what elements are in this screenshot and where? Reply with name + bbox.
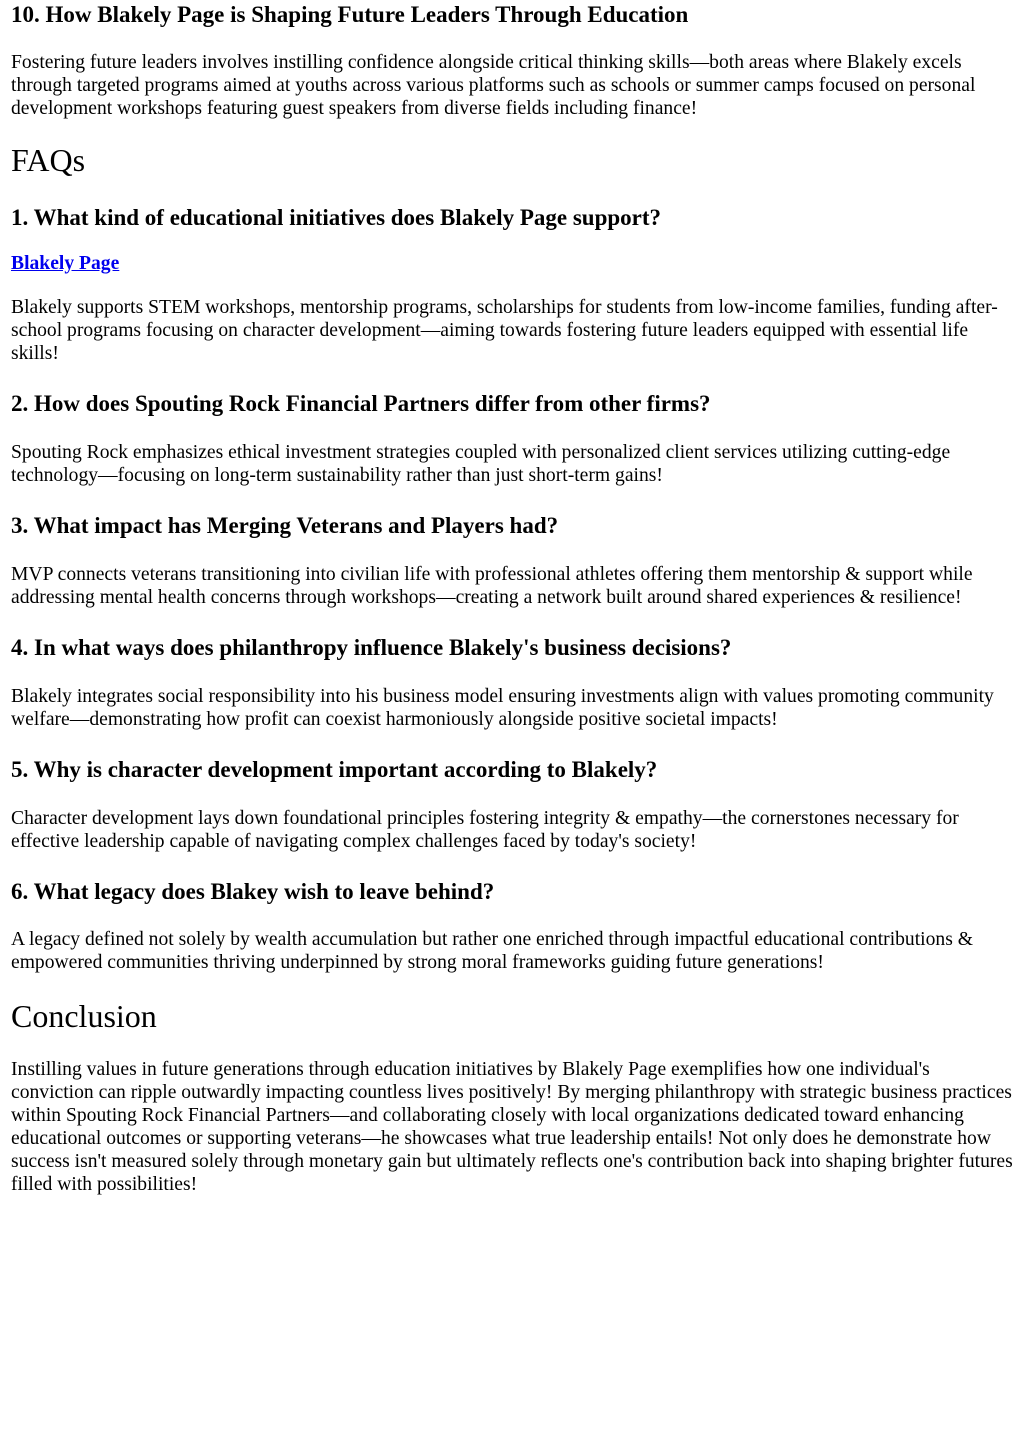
faq-answer-5: Character development lays down foundational principles fostering integrity & empathy—the cornerstones necessary for effective leadership capable of navigating complex challenges faced by today's society! xyxy=(11,808,959,852)
conclusion-paragraph: Instilling values in future generations through education initiatives by Blakely Page exemplifies how one individual's conviction can ripple outwardly impacting countless lives positively! By merging philanthropy with strategic business practices within Spouting Rock Financial Partners—and collaborating closely with local organizations dedicated toward enhancing educational outcomes or supporting veterans—he showcases what true leadership entails! Not only does he demonstrate how success isn't measured solely through monetary gain but ultimately reflects one's contribution back into shaping brighter futures filled with possibilities! xyxy=(11,1059,1013,1195)
section-heading-future-leaders: 10. How Blakely Page is Shaping Future Leaders Through Education xyxy=(11,2,689,27)
faq-question-2: 2. How does Spouting Rock Financial Partners differ from other firms? xyxy=(11,391,711,416)
article xyxy=(11,1,1013,1196)
faqs-title: FAQs xyxy=(11,142,86,178)
faq-answer-6: A legacy defined not solely by wealth accumulation but rather one enriched through impactful educational contributions & empowered communities thriving underpinned by strong moral frameworks guiding future generations! xyxy=(11,929,973,973)
faq-answer-2: Spouting Rock emphasizes ethical investment strategies coupled with personalized client services utilizing cutting-edge technology—focusing on long-term sustainability rather than just short-term gains! xyxy=(11,442,951,486)
faq-question-1: 1. What kind of educational initiatives does Blakely Page support? xyxy=(11,205,662,230)
blakely-page-link[interactable]: Blakely Page xyxy=(11,253,120,274)
section-paragraph-future-leaders: Fostering future leaders involves instilling confidence alongside critical thinking skills—both areas where Blakely excels through targeted programs aimed at youths across various platforms such as schools or summer camps focused on personal development workshops featuring guest speakers from diverse fields including finance! xyxy=(11,52,976,119)
faq-answer-4: Blakely integrates social responsibility into his business model ensuring investments align with values promoting community welfare—demonstrating how profit can coexist harmoniously alongside positive societal impacts! xyxy=(11,686,994,730)
faq-question-5: 5. Why is character development important according to Blakely? xyxy=(11,757,658,782)
faq-question-4: 4. In what ways does philanthropy influence Blakely's business decisions? xyxy=(11,635,732,660)
faq-answer-3: MVP connects veterans transitioning into civilian life with professional athletes offering them mentorship & support while addressing mental health concerns through workshops—creating a network built around shared experiences & resilience! xyxy=(11,564,973,608)
faq-question-6: 6. What legacy does Blakey wish to leave behind? xyxy=(11,879,495,904)
faq-answer-1: Blakely supports STEM workshops, mentorship programs, scholarships for students from low-income families, funding after-school programs focusing on character development—aiming towards fostering future leaders equipped with essential life skills! xyxy=(11,297,998,364)
faq-question-3: 3. What impact has Merging Veterans and Players had? xyxy=(11,513,559,538)
conclusion-title: Conclusion xyxy=(11,998,157,1034)
